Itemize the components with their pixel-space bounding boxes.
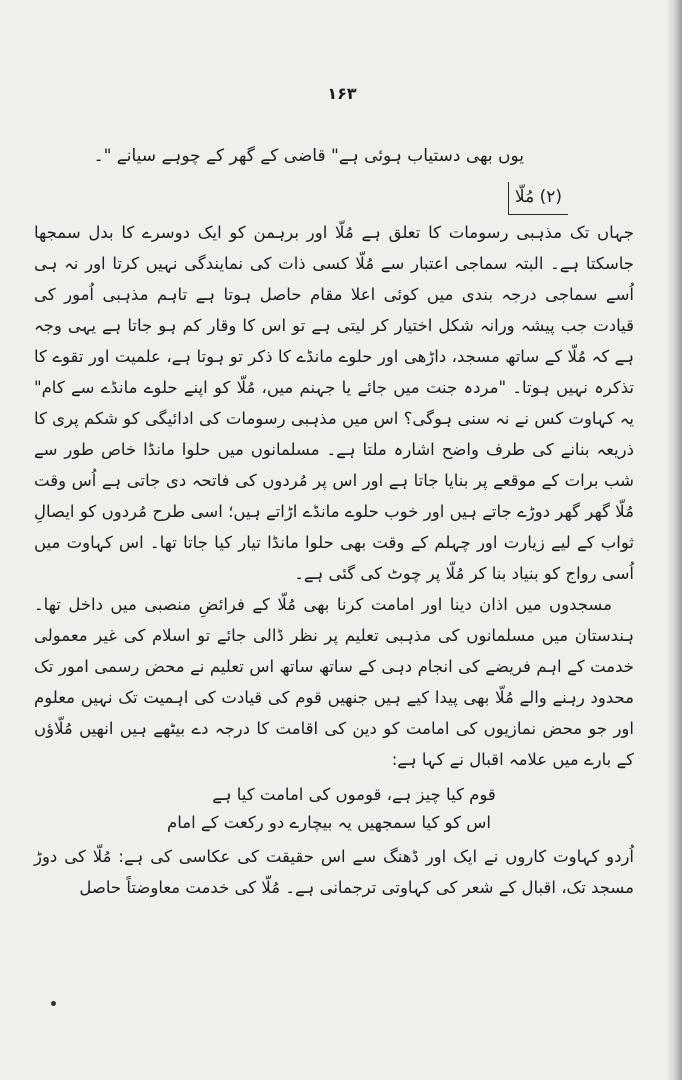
paragraph: جہاں تک مذہبی رسومات کا تعلق ہے مُلّا اور برہمن کو ایک دوسرے کا بدل سمجھا جاسکتا ہے۔ البتہ سماجی اعتبار سے مُلّا کسی ذات کی نمایندگی نہیں کرتا اور نہ ہی اُسے سماجی درجہ بندی میں کوئی اعلا مقام حاصل ہوتا ہے تاہم مذہبی اُمور کی قیادت جب پیشہ ورانہ شکل اختیار کر لیتی ہے تو اس کا وقار کم ہو جاتا ہے یہی وجہ ہے کہ مُلّا کے ساتھ مسجد، داڑھی اور حلوے مانڈے کا ذکر تو ہوتا ہے، علمیت اور تقوے کا تذکرہ نہیں ہوتا۔ "مردہ جنت میں جائے یا جہنم میں، مُلّا کو اپنے حلوے مانڈے سے کام" یہ کہاوت کس نے نہ سنی ہوگی؟ اس میں مذہبی رسومات کی ادائیگی کو شکم پری کا ذریعہ بنانے کی طرف واضح اشارہ ملتا ہے۔ مسلمانوں میں حلوا مانڈا خاص طور سے شب برات کے موقعے پر بنایا جاتا ہے اور اس پر مُردوں کی فاتحہ دی جاتی ہے اُس وقت مُلّا گھر گھر دوڑے جاتے ہیں اور خوب حلوے مانڈے اڑاتے ہیں؛ اسی طرح مُردوں کو ایصالِ ثواب کے لیے زیارت اور چہلم کے وقت بھی حلوا مانڈا تیار کیا جاتا تھا۔ اس کہاوت میں اُسی رواج کو بنیاد بنا کر مُلّا پر چوٹ کی گئی ہے۔ [34,223,634,583]
verse-line-2: اس کو کیا سمجھیں یہ بیچارے دو رکعت کے امام [167,813,491,832]
page-binding-shadow [666,0,682,1080]
closing-paragraph: اُردو کہاوت کاروں نے ایک اور ڈھنگ سے اس حقیقت کی عکاسی کی ہے: مُلّا کی دوڑ مسجد تک، اقبال کے شعر کی کہاوتی ترجمانی ہے۔ مُلّا کی خدمت معاوضتاً حاصل [34,847,634,897]
section-heading-wrap [34,182,634,215]
page-body [34,134,634,903]
margin-dot-mark [51,1001,56,1006]
verse-line-1: قوم کیا چیز ہے، قوموں کی امامت کیا ہے [212,785,496,804]
paragraph: مسجدوں میں اذان دینا اور امامت کرنا بھی مُلّا کے فرائضِ منصبی میں داخل تھا۔ ہندستان میں مسلمانوں کی مذہبی تعلیم پر نظر ڈالی جائے تو اسلام کی غیر معمولی خدمت کے اہم فریضے کی انجام دہی کے ساتھ ساتھ اس تعلیم نے محض رسمی امور تک محدود رہنے والے مُلّا بھی پیدا کیے ہیں جنھیں قوم کی قیادت کی اہمیت تک نہیں معلوم اور جو محض نمازیوں کی امامت کو دین کی اقامت کا درجہ دے بیٹھے ہیں انھیں مُلّاؤں کے بارے میں علامہ اقبال نے کہا ہے: [34,595,634,769]
page-number: ۱۶۳ [327,84,357,103]
verse-couplet [34,781,634,837]
opening-line: یوں بھی دستیاب ہوئی ہے" قاضی کے گھر کے چوہے سیانے "۔ [93,146,524,166]
section-heading: (۲) مُلّا [508,182,568,215]
